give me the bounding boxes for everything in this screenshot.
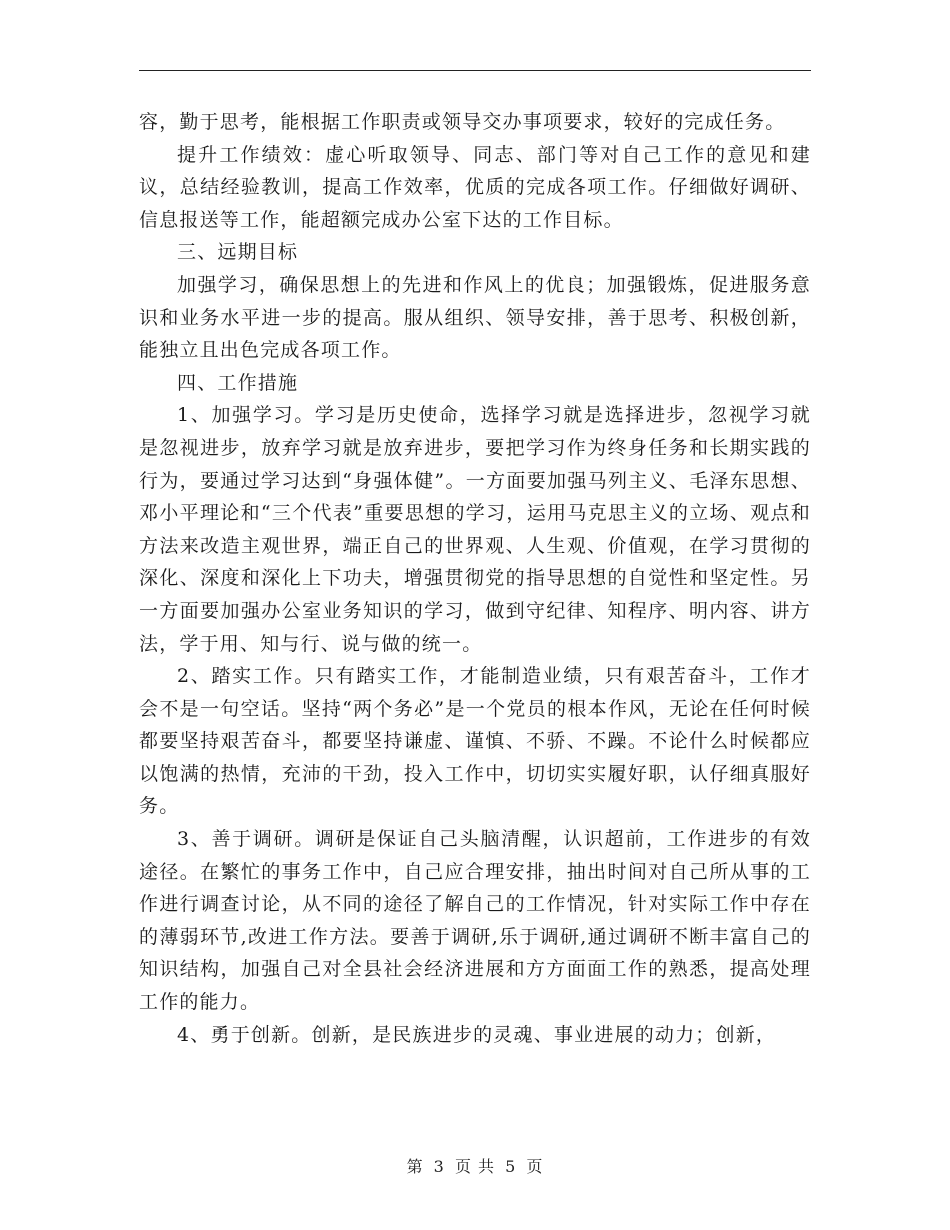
paragraph-measure-4: 4、勇于创新。创新，是民族进步的灵魂、事业进展的动力；创新， [177, 1023, 777, 1046]
footer-total-pages: 5 [505, 1157, 517, 1176]
footer-suffix: 页 [526, 1157, 544, 1176]
paragraph-long-term-goals: 加强学习，确保思想上的先进和作风上的优良；加强锻炼，促进服务意识和业务水平进一步的提高。服从组织、领导安排，善于思考、积极创新，能独立且出色完成各项工作。 [139, 273, 811, 362]
section-heading-long-term-goals: 三、远期目标 [177, 241, 299, 264]
footer-mid: 页 共 [454, 1157, 496, 1176]
footer-prefix: 第 [406, 1157, 424, 1176]
paragraph-measure-2: 2、踏实工作。只有踏实工作，才能制造业绩，只有艰苦奋斗，工作才会不是一句空话。坚持“两个务必”是一个党员的根本作风，无论在任何时候都要坚持艰苦奋斗，都要坚持谦虚、谨慎、不骄、不躁。不论什么时候都应以饱满的热情，充沛的干劲，投入工作中，切切实实履好职，认仔细真服好务。 [139, 665, 811, 818]
paragraph-measure-3: 3、善于调研。调研是保证自己头脑清醒，认识超前，工作进步的有效途径。在繁忙的事务工作中，自己应合理安排，抽出时间对自己所从事的工作进行调查讨论，从不同的途径了解自己的工作情况，针对实际工作中存在的薄弱环节,改进工作方法。要善于调研,乐于调研,通过调研不断丰富自己的知识结构，加强自己对全县社会经济进展和方方面面工作的熟悉，提高处理工作的能力。 [139, 828, 811, 1014]
section-heading-work-measures: 四、工作措施 [177, 371, 299, 394]
body-text [139, 106, 811, 1051]
paragraph-measure-1: 1、加强学习。学习是历史使命，选择学习就是选择进步，忽视学习就是忽视进步，放弃学习就是放弃进步，要把学习作为终身任务和长期实践的行为，要通过学习达到“身强体健”。一方面要加强马列主义、毛泽东思想、邓小平理论和“三个代表”重要思想的学习，运用马克思主义的立场、观点和方法来改造主观世界，端正自己的世界观、人生观、价值观，在学习贯彻的深化、深度和深化上下功夫，增强贯彻党的指导思想的自觉性和坚定性。另一方面要加强办公室业务知识的学习，做到守纪律、知程序、明内容、讲方法，学于用、知与行、说与做的统一。 [139, 404, 811, 655]
header-rule [139, 70, 811, 71]
footer-current-page: 3 [433, 1157, 445, 1176]
paragraph-continuation: 容，勤于思考，能根据工作职责或领导交办事项要求，较好的完成任务。 [139, 111, 786, 133]
paragraph-performance: 提升工作绩效：虚心听取领导、同志、部门等对自己工作的意见和建议，总结经验教训，提高工作效率，优质的完成各项工作。仔细做好调研、信息报送等工作，能超额完成办公室下达的工作目标。 [139, 143, 811, 231]
page-footer [0, 1154, 950, 1177]
